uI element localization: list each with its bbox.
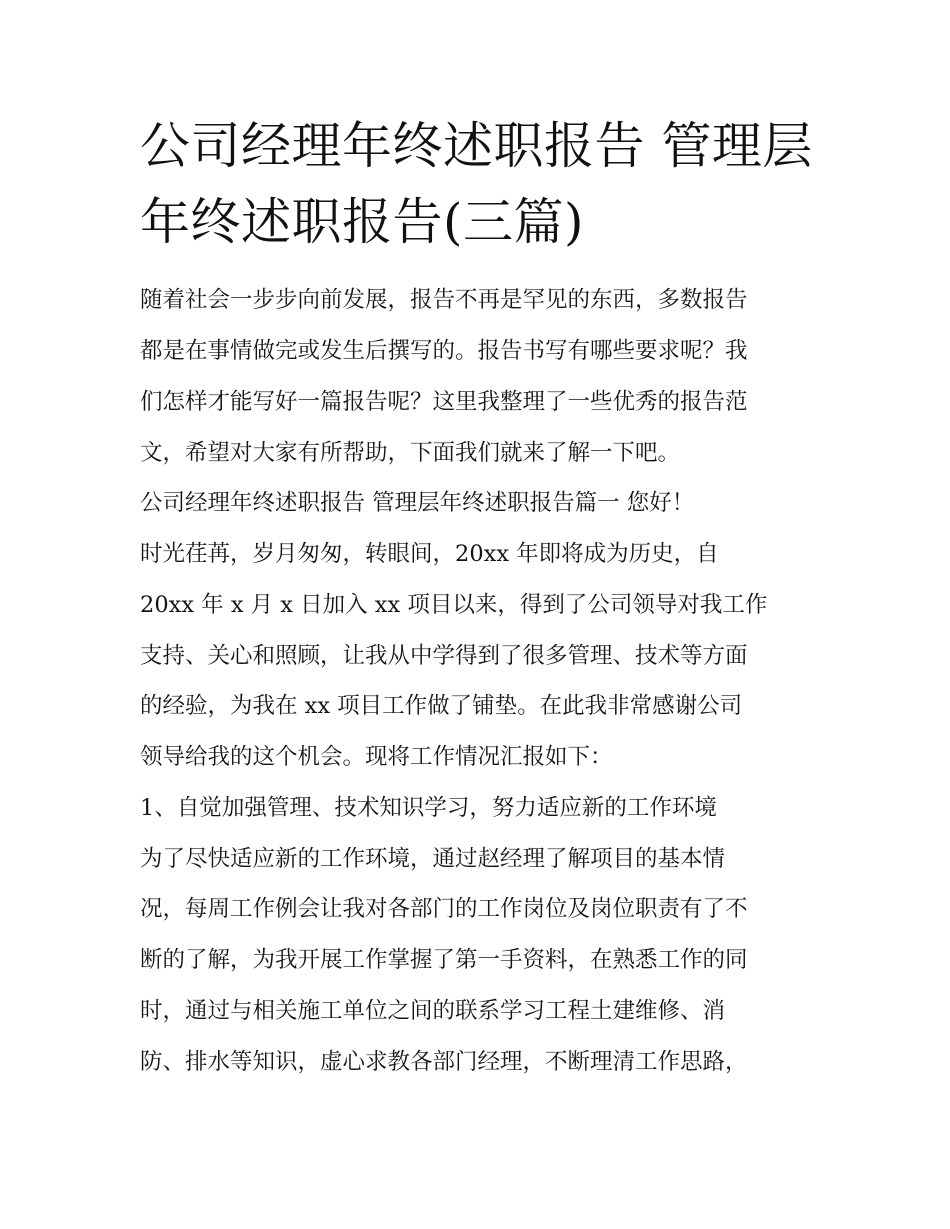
document-title-line-2: 年终述职报告(三篇) (140, 193, 585, 251)
body-line-para-5: 领导给我的这个机会。现将工作情况汇报如下： (140, 744, 613, 770)
document-title-line-1: 公司经理年终述职报告 管理层 (140, 117, 813, 175)
body-line-item-3: 断的了解，为我开展工作掌握了第一手资料，在熟悉工作的同 (140, 947, 748, 973)
body-line-intro-4: 文，希望对大家有所帮助，下面我们就来了解一下吧。 (140, 440, 681, 466)
body-line-intro-1: 随着社会一步步向前发展，报告不再是罕见的东西，多数报告 (140, 287, 748, 313)
body-line-para-3: 支持、关心和照顾，让我从中学得到了很多管理、技术等方面 (140, 643, 748, 669)
body-line-para-2: 20xx 年 x 月 x 日加入 xx 项目以来，得到了公司领导对我工作 (140, 592, 768, 618)
body-line-intro-3: 们怎样才能写好一篇报告呢？这里我整理了一些优秀的报告范 (140, 389, 748, 415)
body-line-para-1: 时光荏苒，岁月匆匆，转眼间，20xx 年即将成为历史，自 (140, 541, 719, 567)
body-line-intro-2: 都是在事情做完或发生后撰写的。报告书写有哪些要求呢？我 (140, 338, 748, 364)
body-line-item-1: 为了尽快适应新的工作环境，通过赵经理了解项目的基本情 (140, 846, 726, 872)
body-line-item-5: 防、排水等知识，虚心求教各部门经理，不断理清工作思路， (140, 1049, 748, 1075)
body-line-item-2: 况，每周工作例会让我对各部门的工作岗位及岗位职责有了不 (140, 896, 748, 922)
body-line-item-4: 时，通过与相关施工单位之间的联系学习工程土建维修、消 (140, 998, 726, 1024)
body-line-para-4: 的经验，为我在 xx 项目工作做了铺垫。在此我非常感谢公司 (140, 693, 743, 719)
section-heading-line: 公司经理年终述职报告 管理层年终述职报告篇一 您好！ (140, 490, 695, 516)
numbered-item-1-heading: 1、自觉加强管理、技术知识学习，努力适应新的工作环境 (140, 795, 717, 821)
